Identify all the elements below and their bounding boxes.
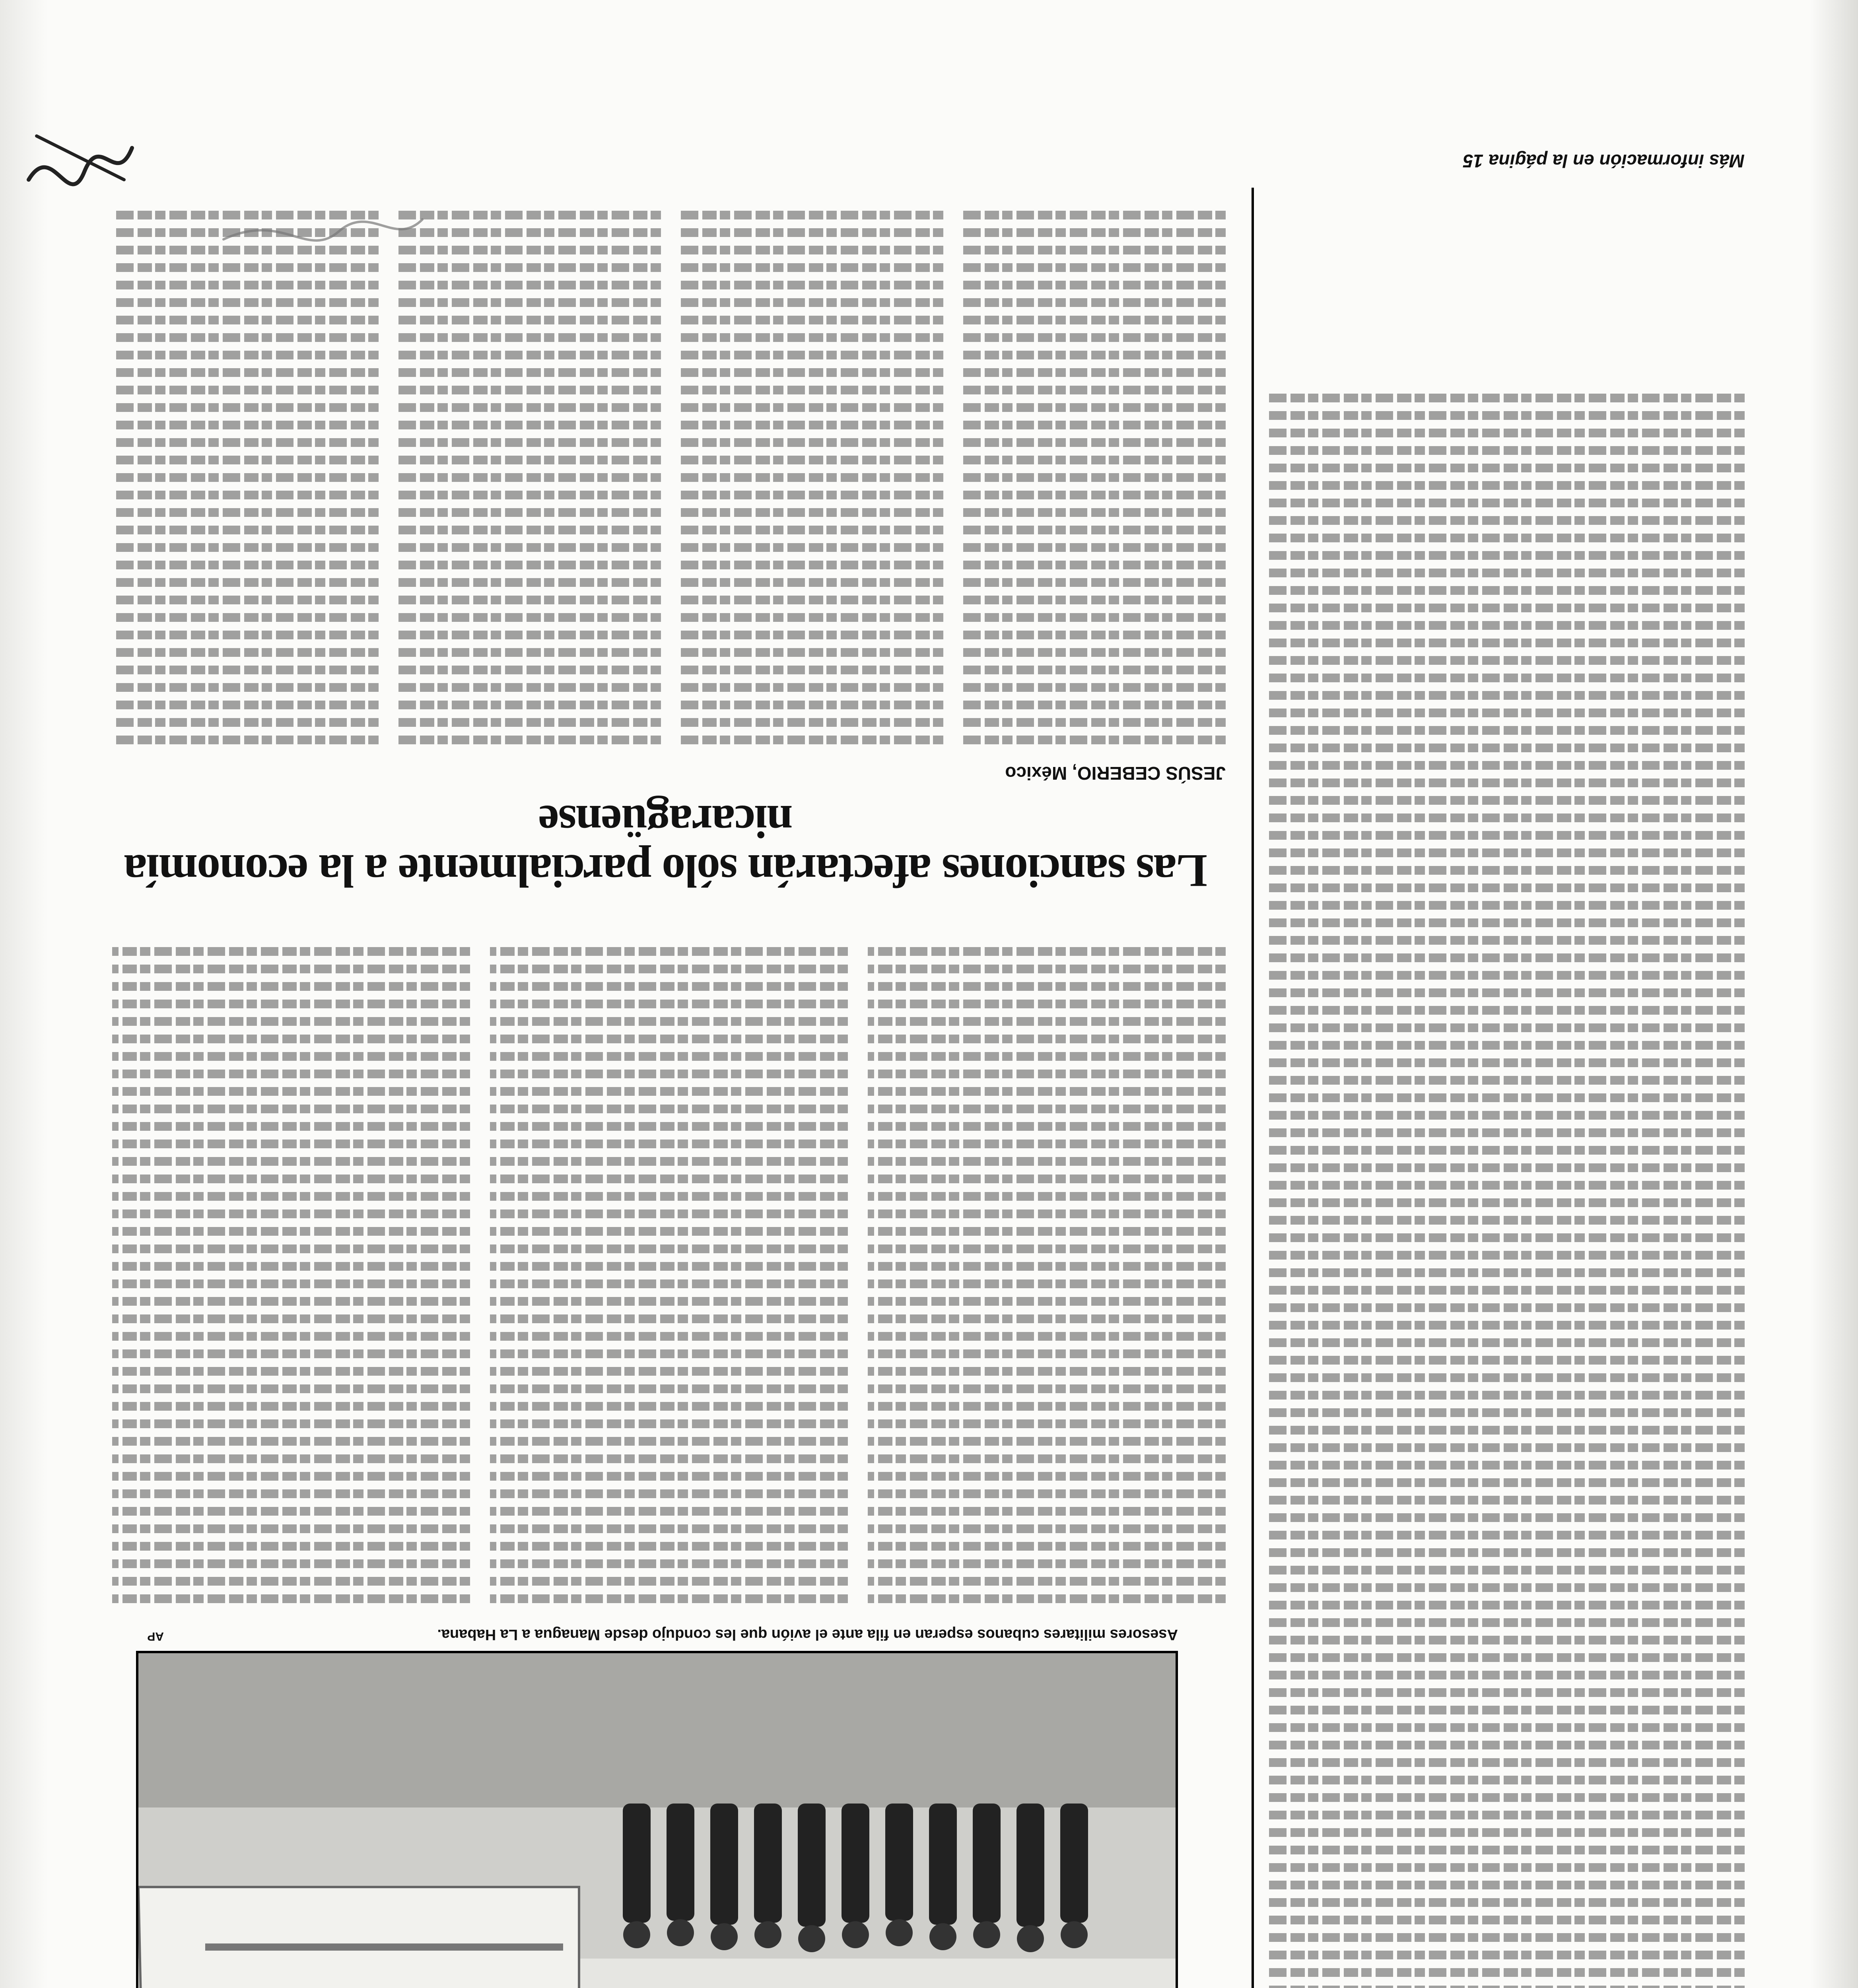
sidebar-body-text [1267,283,1745,1988]
second-body-column-3 [398,196,661,744]
second-article-headline: Las sanciones afectarán sólo parcialmente a la economía nicaragüense [124,796,1207,897]
continued-note: Más información en la página 15 [1463,151,1745,171]
photo-credit: AP [147,1630,164,1643]
second-body-column-4 [116,196,379,744]
photo-caption: Asesores militares cubanos esperan en fila ante el avión que les condujo desde Managua a La Habana. [437,1626,1178,1643]
news-photo [136,1651,1178,1988]
main-body-column-3 [112,927,470,1603]
photo-illustration [138,1653,1176,1988]
sidebar-article [1252,188,1745,1988]
main-body-column-1 [868,927,1226,1603]
main-body-column-2 [490,927,848,1603]
second-body-column-1 [963,196,1226,744]
handwritten-annotation [220,200,426,255]
handwritten-mark [21,124,140,196]
second-body-column-2 [681,196,943,744]
second-article-byline: JESÚS CEBERIO, México [1005,763,1226,784]
